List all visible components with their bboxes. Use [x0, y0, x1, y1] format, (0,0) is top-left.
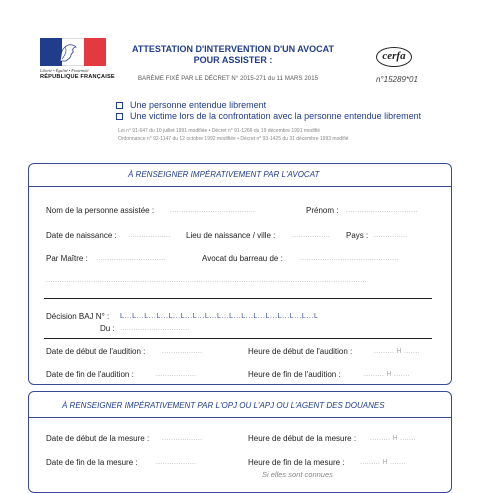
barreau-field[interactable]: ............................................ [300, 255, 399, 262]
marianne-logo [40, 38, 115, 80]
section-avocat-heading: À RENSEIGNER IMPÉRATIVEMENT PAR L'AVOCAT [128, 170, 320, 179]
baj-label: Décision BAJ N° : [46, 312, 110, 321]
debut-mesure-field[interactable]: .................. [162, 435, 203, 442]
title-line-1: ATTESTATION D'INTERVENTION D'UN AVOCAT [132, 44, 334, 54]
baj-divider [44, 338, 432, 339]
option-label: Une victime lors de la confrontation avec la personne entendue librement [130, 111, 422, 121]
legal-reference-1: Loi n° 91-647 du 10 juillet 1991 modifiée • Décret n° 91-1266 du 19 décembre 1991 modifié [118, 128, 320, 134]
option-victime-confrontation[interactable] [116, 111, 421, 121]
form-title [118, 44, 348, 66]
section-divider [28, 186, 452, 187]
lieu-label: Lieu de naissance / ville : [186, 231, 276, 240]
heure-fin-mesure-label: Heure de fin de la mesure : [248, 458, 345, 467]
republic-label: RÉPUBLIQUE FRANÇAISE [40, 74, 115, 80]
maitre-label: Par Maître : [46, 254, 88, 263]
baj-number-field[interactable]: L...L...L...L...L...L...L...L...L...L...L...L...L...L...L...L...L [120, 313, 319, 320]
lieu-field[interactable]: ................. [292, 232, 331, 239]
marianne-profile-icon [56, 41, 82, 63]
tricolor-flag [40, 38, 106, 66]
debut-audition-field[interactable]: .................. [162, 348, 203, 355]
fin-audition-label: Date de fin de l'audition : [46, 370, 134, 379]
debut-audition-label: Date de début de l'audition : [46, 347, 146, 356]
heure-fin-audition-field[interactable]: ......... H ....... [364, 371, 410, 378]
pays-field[interactable]: ............... [374, 232, 408, 239]
cerfa-number: n°15289*01 [376, 75, 418, 84]
checkbox-victime-confrontation[interactable] [116, 113, 123, 120]
maitre-field[interactable]: ............................... [96, 255, 166, 262]
section-opj-heading: À RENSEIGNER IMPÉRATIVEMENT PAR L'OPJ OU L'APJ OU L'AGENT DES DOUANES [62, 401, 385, 410]
signature-divider [44, 298, 432, 299]
title-line-2: POUR ASSISTER : [193, 55, 273, 65]
prenom-field[interactable]: ................................ [346, 207, 418, 214]
option-personne-entendue[interactable] [116, 100, 266, 110]
hint-text: Si elles sont connues [262, 470, 333, 479]
naissance-field[interactable]: ................... [128, 232, 171, 239]
barreau-label: Avocat du barreau de : [202, 254, 283, 263]
section-divider [28, 417, 452, 418]
form-subtitle: BARÈME FIXÉ PAR LE DÉCRET N° 2015-271 du 11 MARS 2015 [138, 76, 319, 82]
nom-label: Nom de la personne assistée : [46, 206, 155, 215]
legal-reference-2: Ordonnance n° 92-1147 du 12 octobre 1992 modifiée • Décret n° 93-1425 du 31 décembre 1993 modifié [118, 136, 349, 142]
nom-field[interactable]: ...................................... [170, 207, 256, 214]
du-field[interactable]: ............................... [120, 325, 190, 332]
fin-audition-field[interactable]: .................. [156, 371, 197, 378]
naissance-label: Date de naissance : [46, 231, 117, 240]
fin-mesure-field[interactable]: .................. [156, 459, 197, 466]
du-label: Du : [100, 324, 115, 333]
fin-mesure-label: Date de fin de la mesure : [46, 458, 138, 467]
checkbox-personne-entendue[interactable] [116, 102, 123, 109]
debut-mesure-label: Date de début de la mesure : [46, 434, 150, 443]
heure-debut-audition-field[interactable]: ......... H ....... [374, 348, 420, 355]
blank-line-field[interactable]: ............................................................................................................................................... [46, 277, 368, 284]
heure-debut-mesure-label: Heure de début de la mesure : [248, 434, 357, 443]
prenom-label: Prénom : [306, 206, 339, 215]
heure-fin-mesure-field[interactable]: ......... H ....... [360, 459, 406, 466]
heure-debut-mesure-field[interactable]: ......... H ....... [370, 435, 416, 442]
motto-text: Liberté • Égalité • Fraternité [40, 68, 89, 73]
heure-debut-audition-label: Heure de début de l'audition : [248, 347, 353, 356]
heure-fin-audition-label: Heure de fin de l'audition : [248, 370, 341, 379]
cerfa-logo: cerfa [376, 47, 412, 67]
pays-label: Pays : [346, 231, 369, 240]
option-label: Une personne entendue librement [130, 100, 267, 110]
